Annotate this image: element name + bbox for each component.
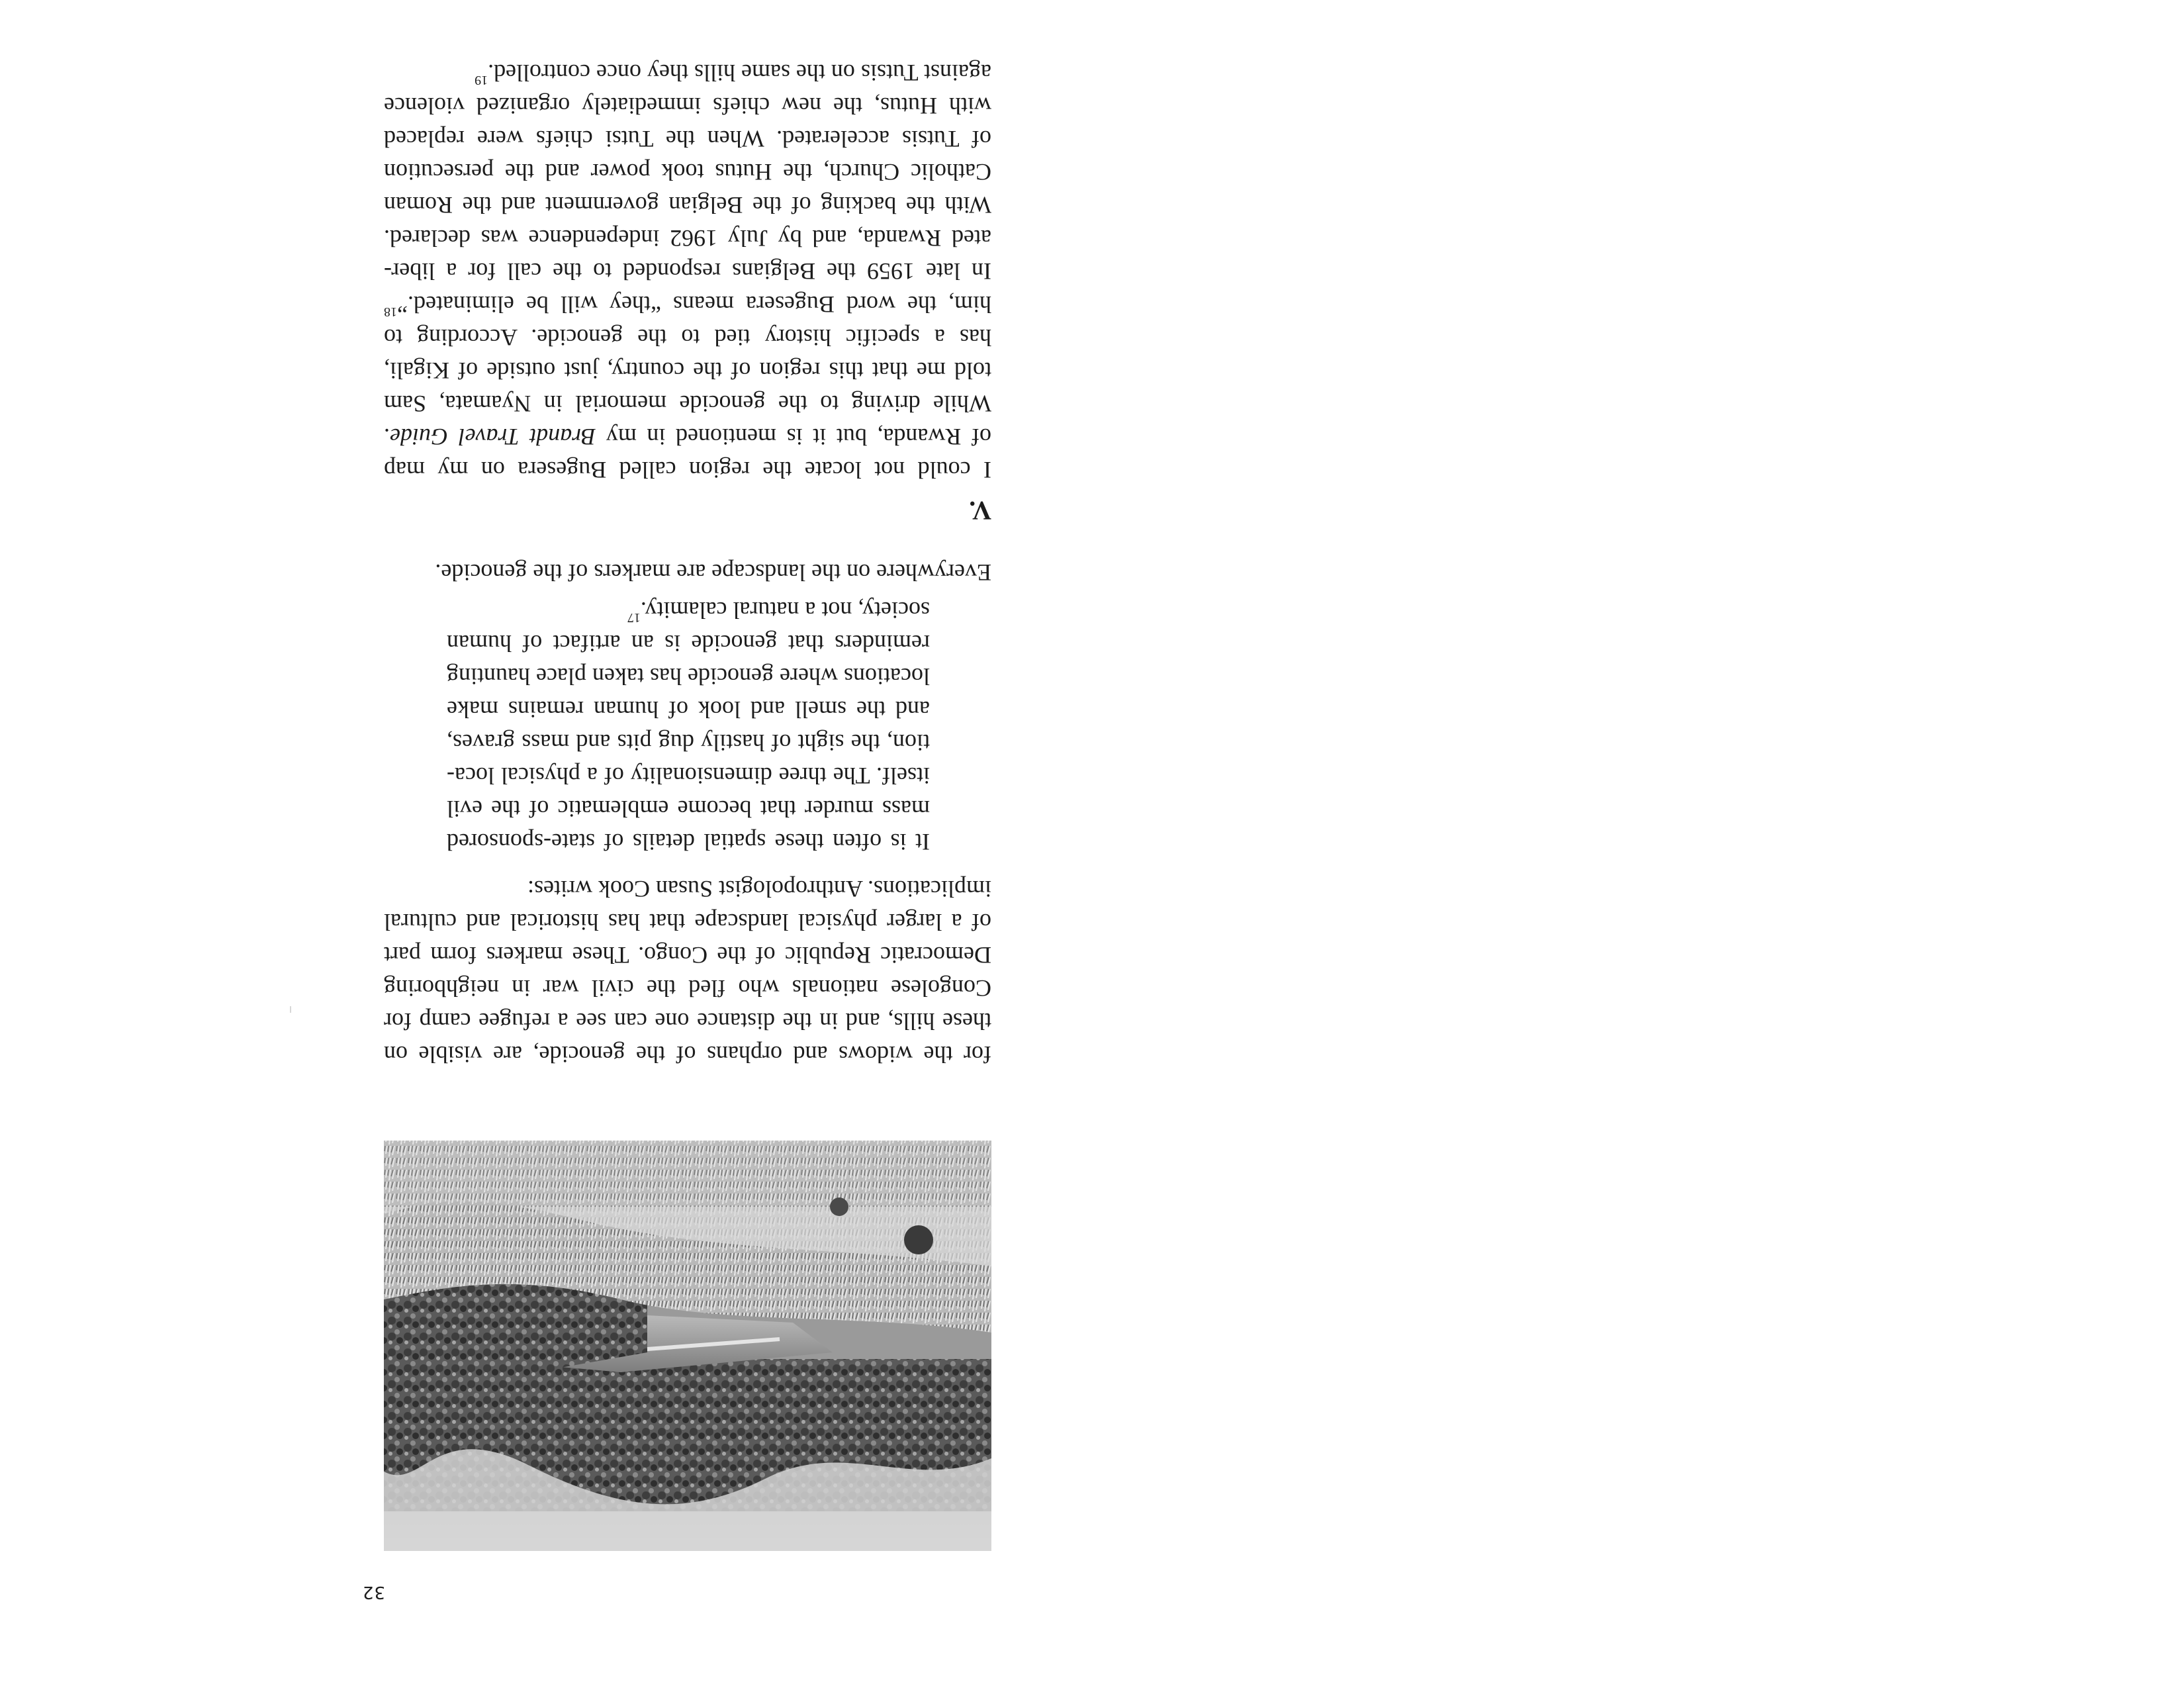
- landscape-photo-icon: [384, 1141, 991, 1551]
- line-text: of Rwanda, but it is mentioned in my: [596, 424, 991, 450]
- line-text: .: [384, 424, 390, 450]
- paragraph-line: implications. Anthropologist Susan Cook writes:: [527, 876, 991, 902]
- line-text: against Tutsis on the same hills they once controlled.: [488, 60, 991, 86]
- paragraph-line: these hills, and in the distance one can see a refugee camp for: [384, 1008, 991, 1035]
- page-number: 32: [361, 1582, 385, 1602]
- quote-line: tion, the sight of hastily dug pits and mass graves,: [447, 729, 930, 756]
- quote-line: locations where genocide has taken place haunting: [447, 663, 930, 690]
- paragraph-line: ated Rwanda, and by July 1962 independence was declared.: [384, 225, 991, 252]
- quote-line: mass murder that become emblematic of the evil: [447, 796, 930, 822]
- quote-line: It is often these spatial details of state-sponsored: [447, 829, 930, 855]
- paragraph-line: told me that this region of the country, just outside of Kigali,: [384, 357, 991, 384]
- quote-line: and the smell and look of human remains make: [447, 696, 930, 723]
- footnote-ref: 19: [475, 73, 488, 87]
- paragraph-line: has a specific history tied to the genocide. According to: [384, 324, 991, 351]
- section-heading: V.: [969, 496, 991, 526]
- footnote-ref: 17: [627, 610, 641, 625]
- paragraph-line: for the widows and orphans of the genocide, are visible on: [384, 1041, 991, 1068]
- paragraph-1: [384, 872, 991, 1071]
- paragraph-line: Everywhere on the landscape are markers of the genocide.: [435, 559, 991, 586]
- paragraph-line: Democratic Republic of the Congo. These markers form part: [384, 942, 991, 968]
- paragraph-line: With the backing of the Belgian government and the Roman: [384, 192, 991, 218]
- paragraph-line: of Tutsis accelerated. When the Tutsi chiefs were replaced: [384, 126, 991, 152]
- quote-line: itself. The three dimensionality of a physical loca-: [447, 763, 930, 789]
- block-quote: [447, 594, 930, 859]
- paragraph-line: [384, 288, 991, 321]
- paragraph-line: Congolese nationals who fled the civil war in neighboring: [384, 975, 991, 1002]
- paragraph-3: [384, 56, 991, 487]
- landscape-photo: [384, 1141, 991, 1551]
- paragraph-line: Catholic Church, the Hutus took power and the persecution: [384, 159, 991, 185]
- quote-line-text: society, not a natural calamity.: [640, 597, 930, 624]
- scan-artifact: [290, 1006, 291, 1013]
- line-text: him, the word Bugesera means “they will be eliminated.”: [397, 291, 991, 318]
- paragraph-line: While driving to the genocide memorial in Nyamata, Sam: [384, 391, 991, 417]
- quote-line: [447, 594, 930, 627]
- book-title: Brandt Travel Guide: [390, 424, 596, 450]
- paragraph-line: [384, 420, 991, 453]
- paragraph-line: I could not locate the region called Bugesera on my map: [384, 457, 991, 483]
- quote-line: reminders that genocide is an artifact of human: [447, 630, 930, 657]
- paragraph-line: [384, 56, 991, 89]
- paragraph-line: In late 1959 the Belgians responded to the call for a liber-: [384, 258, 991, 285]
- paragraph-line: with Hutus, the new chiefs immediately organized violence: [384, 93, 991, 119]
- paragraph-2: [384, 556, 991, 589]
- paragraph-line: of a larger physical landscape that has historical and cultural: [384, 909, 991, 935]
- footnote-ref: 18: [384, 305, 397, 319]
